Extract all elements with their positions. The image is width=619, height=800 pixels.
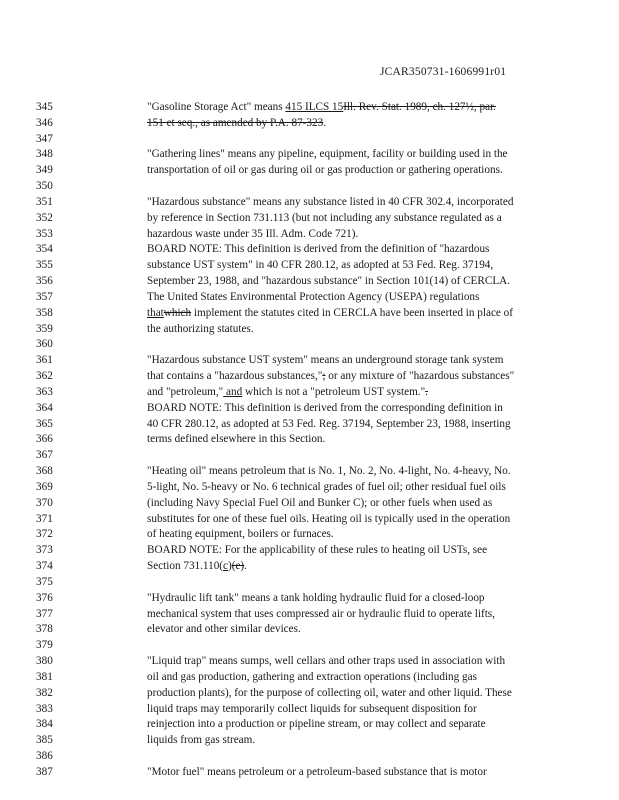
line-text bbox=[147, 385, 428, 399]
line-text bbox=[147, 417, 511, 431]
line-text bbox=[147, 147, 508, 161]
line-text bbox=[147, 306, 513, 320]
line-text bbox=[147, 464, 511, 478]
line-number: 370 bbox=[36, 496, 53, 509]
line-text bbox=[147, 274, 510, 288]
line-number: 369 bbox=[36, 480, 53, 493]
line-text bbox=[147, 591, 485, 605]
document-line bbox=[0, 591, 619, 605]
document-line bbox=[0, 163, 619, 177]
line-number: 365 bbox=[36, 417, 53, 430]
line-text bbox=[147, 211, 502, 225]
line-number: 385 bbox=[36, 734, 53, 747]
line-text bbox=[147, 512, 510, 526]
document-line bbox=[0, 432, 619, 446]
document-line bbox=[0, 258, 619, 272]
line-number: 383 bbox=[36, 702, 53, 715]
text-run: hazardous waste under 35 Ill. Adm. Code 721). bbox=[147, 227, 359, 240]
line-text bbox=[147, 227, 358, 241]
document-line bbox=[0, 749, 619, 763]
text-run: production plants), for the purpose of collecting oil, water and other liquid. These bbox=[147, 686, 512, 699]
document-line bbox=[0, 385, 619, 399]
inserted-text: c bbox=[223, 560, 228, 573]
text-run: 40 CFR 280.12, as adopted at 53 Fed. Reg. 37194, September 23, 1988, inserting bbox=[147, 417, 511, 430]
text-run: elevator and other similar devices. bbox=[147, 623, 301, 636]
document-line bbox=[0, 353, 619, 367]
text-run: terms defined elsewhere in this Section. bbox=[147, 433, 326, 446]
document-line bbox=[0, 147, 619, 161]
line-text bbox=[147, 527, 334, 541]
text-run: and "petroleum," bbox=[147, 385, 224, 398]
document-line bbox=[0, 100, 619, 114]
line-number: 363 bbox=[36, 385, 53, 398]
document-line bbox=[0, 306, 619, 320]
document-line bbox=[0, 765, 619, 779]
line-text bbox=[147, 100, 496, 114]
line-text bbox=[147, 686, 512, 700]
line-text bbox=[147, 290, 479, 304]
line-text bbox=[147, 717, 486, 731]
text-run: "Motor fuel" means petroleum or a petroleum-based substance that is motor bbox=[147, 765, 487, 778]
document-line bbox=[0, 290, 619, 304]
text-run: . bbox=[323, 116, 326, 129]
line-text bbox=[147, 401, 503, 415]
text-run: BOARD NOTE: This definition is derived from the corresponding definition in bbox=[147, 401, 503, 414]
text-run: implement the statutes cited in CERCLA have been inserted in place of bbox=[191, 306, 513, 319]
line-text bbox=[147, 242, 489, 256]
document-id: JCAR350731-1606991r01 bbox=[380, 66, 507, 78]
text-run: The United States Environmental Protection Agency (USEPA) regulations bbox=[147, 290, 480, 303]
line-text bbox=[147, 765, 487, 779]
text-run: BOARD NOTE: For the applicability of these rules to heating oil USTs, see bbox=[147, 544, 488, 557]
line-text bbox=[147, 559, 247, 573]
text-run: which is not a "petroleum UST system." bbox=[242, 385, 426, 398]
text-run: transportation of oil or gas during oil or gas production or gathering operations. bbox=[147, 164, 503, 177]
document-line bbox=[0, 496, 619, 510]
line-number: 348 bbox=[36, 148, 53, 161]
document-line bbox=[0, 717, 619, 731]
document-line bbox=[0, 622, 619, 636]
deleted-text: which bbox=[163, 306, 192, 319]
line-number: 347 bbox=[36, 132, 53, 145]
document-line bbox=[0, 242, 619, 256]
line-number: 345 bbox=[36, 101, 53, 113]
text-run: BOARD NOTE: This definition is derived from the definition of "hazardous bbox=[147, 243, 490, 256]
line-number: 384 bbox=[36, 718, 53, 731]
line-number: 352 bbox=[36, 211, 53, 224]
text-run: 5-light, No. 5-heavy or No. 6 technical grades of fuel oil; other residual fuel oils bbox=[147, 480, 506, 493]
document-line bbox=[0, 179, 619, 193]
line-number: 353 bbox=[36, 227, 53, 240]
line-number: 357 bbox=[36, 290, 53, 303]
text-run: Section 731.110( bbox=[147, 560, 224, 573]
document-line bbox=[0, 401, 619, 415]
line-number: 350 bbox=[36, 180, 53, 193]
line-text bbox=[147, 733, 255, 747]
document-line bbox=[0, 337, 619, 351]
document-line bbox=[0, 527, 619, 541]
line-number: 367 bbox=[36, 449, 53, 462]
document-line bbox=[0, 670, 619, 684]
text-run: ) bbox=[228, 560, 232, 573]
text-run: "Hazardous substance" means any substance listed in 40 CFR 302.4, incorporated bbox=[147, 195, 514, 208]
line-text bbox=[147, 163, 503, 177]
line-text bbox=[147, 670, 477, 684]
line-text bbox=[147, 116, 326, 130]
line-text bbox=[147, 258, 493, 272]
line-number: 371 bbox=[36, 512, 53, 525]
text-run: "Gathering lines" means any pipeline, equipment, facility or building used in the bbox=[147, 148, 508, 161]
document-line bbox=[0, 227, 619, 241]
text-run: substitutes for one of these fuel oils. Heating oil is typically used in the operation bbox=[147, 512, 511, 525]
text-run: (including Navy Special Fuel Oil and Bunker C); or other fuels when used as bbox=[147, 496, 493, 509]
line-number: 368 bbox=[36, 465, 53, 478]
text-run: . bbox=[244, 560, 247, 573]
text-run: liquid traps may temporarily collect liquids for subsequent disposition for bbox=[147, 702, 477, 715]
document-line bbox=[0, 686, 619, 700]
text-run: "Gasoline Storage Act" means bbox=[147, 101, 286, 113]
document-line bbox=[0, 116, 619, 130]
line-text bbox=[147, 702, 477, 716]
line-number: 346 bbox=[36, 116, 53, 129]
line-number: 351 bbox=[36, 195, 53, 208]
line-number: 349 bbox=[36, 164, 53, 177]
inserted-text: that bbox=[147, 306, 164, 319]
line-number: 366 bbox=[36, 433, 53, 446]
text-run: "Heating oil" means petroleum that is No. 1, No. 2, No. 4-light, No. 4-heavy, No. bbox=[147, 465, 511, 478]
deleted-text: . bbox=[425, 385, 428, 398]
document-line bbox=[0, 512, 619, 526]
document-line bbox=[0, 559, 619, 573]
document-line bbox=[0, 322, 619, 336]
document-line bbox=[0, 638, 619, 652]
line-number: 354 bbox=[36, 243, 53, 256]
document-line bbox=[0, 733, 619, 747]
document-line bbox=[0, 607, 619, 621]
document-line bbox=[0, 448, 619, 462]
document-line bbox=[0, 543, 619, 557]
line-text bbox=[147, 654, 505, 668]
line-text bbox=[147, 543, 487, 557]
line-text bbox=[147, 369, 514, 383]
deleted-text: (e) bbox=[231, 560, 245, 573]
document-line bbox=[0, 464, 619, 478]
document-line bbox=[0, 575, 619, 589]
inserted-text: and bbox=[223, 385, 243, 398]
line-number: 360 bbox=[36, 338, 53, 351]
line-text bbox=[147, 432, 325, 446]
line-number: 362 bbox=[36, 370, 53, 383]
line-number: 381 bbox=[36, 670, 53, 683]
line-number: 378 bbox=[36, 623, 53, 636]
text-run: oil and gas production, gathering and extraction operations (including gas bbox=[147, 670, 477, 683]
document-line bbox=[0, 369, 619, 383]
deleted-text: 151 et seq., as amended by P.A. 87-323 bbox=[147, 116, 324, 129]
document-line bbox=[0, 211, 619, 225]
text-run: September 23, 1988, and "hazardous substance" in Section 101(14) of CERCLA. bbox=[147, 275, 511, 288]
text-run: the authorizing statutes. bbox=[147, 322, 254, 335]
line-number: 361 bbox=[36, 354, 53, 367]
line-number: 386 bbox=[36, 750, 53, 763]
line-number: 374 bbox=[36, 560, 53, 573]
text-run: mechanical system that uses compressed air or hydraulic fluid to operate lifts, bbox=[147, 607, 495, 620]
line-number: 379 bbox=[36, 639, 53, 652]
document-line bbox=[0, 274, 619, 288]
line-text bbox=[147, 322, 254, 336]
line-text bbox=[147, 496, 492, 510]
line-number: 358 bbox=[36, 306, 53, 319]
document-line bbox=[0, 417, 619, 431]
line-number: 356 bbox=[36, 275, 53, 288]
line-number: 375 bbox=[36, 575, 53, 588]
text-run: reinjection into a production or pipeline stream, or may collect and separate bbox=[147, 718, 486, 731]
line-number: 359 bbox=[36, 322, 53, 335]
text-run: liquids from gas stream. bbox=[147, 734, 256, 747]
text-run: or any mixture of "hazardous substances" bbox=[325, 370, 515, 383]
line-text bbox=[147, 353, 503, 367]
text-run: "Hydraulic lift tank" means a tank holding hydraulic fluid for a closed-loop bbox=[147, 591, 485, 604]
text-run: "Hazardous substance UST system" means an underground storage tank system bbox=[147, 354, 504, 367]
line-number: 376 bbox=[36, 591, 53, 604]
line-text bbox=[147, 480, 506, 494]
document-line bbox=[0, 480, 619, 494]
text-run: by reference in Section 731.113 (but not including any substance regulated as a bbox=[147, 211, 502, 224]
document-line bbox=[0, 702, 619, 716]
line-text bbox=[147, 622, 301, 636]
line-number: 380 bbox=[36, 655, 53, 668]
inserted-text: 415 ILCS 15 bbox=[285, 101, 344, 113]
document-line bbox=[0, 132, 619, 146]
line-text bbox=[147, 195, 513, 209]
document-line bbox=[0, 195, 619, 209]
line-number: 364 bbox=[36, 401, 53, 414]
line-number: 382 bbox=[36, 686, 53, 699]
document-line bbox=[0, 654, 619, 668]
text-run: that contains a "hazardous substances," bbox=[147, 370, 323, 383]
line-number: 377 bbox=[36, 607, 53, 620]
deleted-text: Ill. Rev. Stat. 1989, ch. 127½, par. bbox=[343, 101, 496, 113]
text-run: substance UST system" in 40 CFR 280.12, as adopted at 53 Fed. Reg. 37194, bbox=[147, 259, 494, 272]
line-number: 372 bbox=[36, 528, 53, 541]
deleted-text: ; bbox=[322, 370, 326, 383]
line-number: 355 bbox=[36, 259, 53, 272]
line-number: 373 bbox=[36, 544, 53, 557]
line-number: 387 bbox=[36, 765, 53, 778]
text-run: of heating equipment, boilers or furnaces. bbox=[147, 528, 334, 541]
line-text bbox=[147, 607, 495, 621]
text-run: "Liquid trap" means sumps, well cellars and other traps used in association with bbox=[147, 655, 506, 668]
